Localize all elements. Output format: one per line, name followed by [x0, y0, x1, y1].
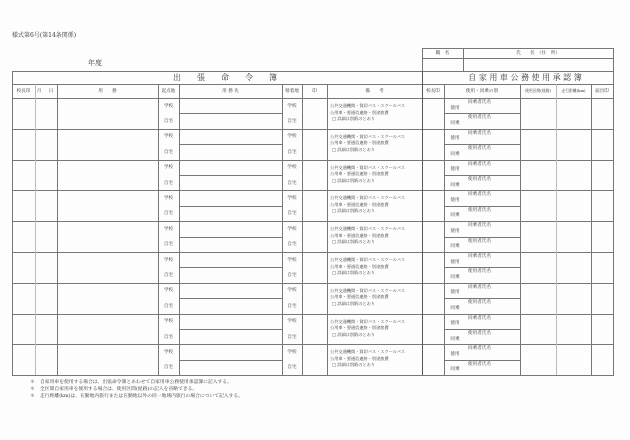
user-name-label: 使用者氏名 [468, 177, 491, 182]
origin-school: 学校 [163, 319, 174, 325]
header-section: 使用区間(経路) [525, 88, 551, 93]
return-school: 学校 [287, 134, 297, 140]
seal-field[interactable] [302, 314, 327, 345]
business-field[interactable] [57, 314, 158, 345]
principal-seal-field[interactable] [12, 190, 35, 221]
header-origin: 起点地 [161, 89, 176, 94]
business-trip-order-title: 出 張 命 令 簿 [173, 73, 277, 82]
remarks-line: 公共交通機関・貸切バス・スクールバス [330, 318, 405, 324]
header-day: 日 [48, 89, 54, 94]
origin-school: 学校 [163, 288, 174, 294]
private-car-approval-title: 自 家 用 車 公 務 使 用 承 認 簿 [468, 73, 582, 82]
business-field[interactable] [57, 190, 158, 221]
principal-seal-field-2[interactable] [422, 190, 444, 221]
note-2: ＊ 全区間自家用車を使用する場合は、使用区間(経路)の記入を省略できる。 [30, 387, 198, 392]
origin-home: 自宅 [163, 119, 174, 125]
report-seal-field[interactable] [591, 252, 613, 283]
seal-field[interactable] [302, 190, 327, 221]
principal-seal-field-2[interactable] [422, 221, 444, 252]
use-label: 使用 [450, 136, 460, 142]
user-name-label: 使用者氏名 [468, 269, 491, 275]
origin-home: 自宅 [163, 303, 174, 309]
return-school: 学校 [287, 196, 297, 202]
job-title-header: 職 名 [435, 51, 450, 56]
return-home: 自宅 [287, 365, 297, 371]
ride-label: 同乗 [450, 121, 460, 127]
section-field[interactable] [520, 221, 556, 252]
origin-home: 自宅 [163, 242, 174, 248]
business-field[interactable] [57, 283, 158, 314]
date-field[interactable] [35, 129, 57, 160]
business-field[interactable] [57, 344, 158, 375]
remarks-line: 公用車・要通信連絡・別途旅費 [330, 171, 389, 177]
business-field[interactable] [57, 252, 158, 283]
user-name-label: 使用者氏名 [468, 207, 491, 213]
use-label: 使用 [450, 321, 460, 327]
date-field[interactable] [35, 221, 57, 252]
principal-seal-field[interactable] [12, 314, 35, 345]
remarks-line[interactable]: □ 詳細は別紙のとおり [332, 177, 375, 183]
remarks-line: 公用車・要通信連絡・別途旅費 [330, 325, 389, 331]
remarks-line: 公共交通機関・貸切バス・スクールバス [330, 349, 405, 355]
user-name-label: 使用者氏名 [468, 361, 491, 367]
distance-field[interactable] [556, 160, 591, 191]
header-business: 用 務 [98, 89, 117, 94]
use-label: 使用 [450, 228, 460, 234]
header-destination: 用 務 先 [222, 89, 239, 94]
origin-school: 学校 [163, 196, 174, 202]
return-home: 自宅 [287, 211, 297, 217]
principal-seal-field-2[interactable] [422, 283, 444, 314]
origin-school: 学校 [163, 165, 174, 171]
seal-field[interactable] [302, 129, 327, 160]
destination-field-2[interactable] [179, 267, 282, 282]
remarks-line[interactable]: □ 詳細は別紙のとおり [332, 270, 375, 275]
destination-field-1[interactable] [179, 190, 282, 205]
user-name-label: 使用者氏名 [468, 146, 491, 152]
date-field[interactable] [35, 252, 57, 283]
origin-home: 自宅 [163, 211, 174, 217]
remarks-line: 公共交通機関・貸切バス・スクールバス [330, 103, 405, 108]
report-seal-field[interactable] [591, 98, 613, 129]
origin-home: 自宅 [163, 365, 174, 371]
header-remarks: 備 考 [365, 89, 384, 94]
distance-field[interactable] [556, 252, 591, 283]
origin-home: 自宅 [163, 334, 174, 340]
return-home: 自宅 [287, 242, 297, 248]
return-school: 学校 [287, 288, 297, 294]
use-label: 使用 [450, 290, 460, 296]
grid-line [327, 84, 328, 375]
principal-seal-field-2[interactable] [422, 129, 444, 160]
report-seal-field[interactable] [591, 129, 613, 160]
remarks-line: 公用車・要通信連絡・別途旅費 [330, 355, 389, 361]
passenger-name-label: 同乗者氏名 [468, 161, 491, 167]
destination-field-1[interactable] [179, 283, 282, 298]
ride-label: 同乗 [450, 305, 460, 311]
header-distance: 走行距離(km) [561, 88, 586, 93]
section-field[interactable] [520, 314, 556, 345]
date-field[interactable] [35, 344, 57, 375]
remarks-line[interactable]: □ 詳細は別紙のとおり [332, 331, 375, 337]
use-label: 使用 [450, 198, 460, 204]
header-principal-seal: 校長印 [16, 89, 31, 94]
fiscal-year-label: 年度 [88, 59, 102, 67]
remarks-line: 公共交通機関・貸切バス・スクールバス [330, 133, 405, 139]
passenger-name-label: 同乗者氏名 [468, 223, 491, 229]
notes [30, 379, 243, 400]
section-field[interactable] [520, 283, 556, 314]
return-home: 自宅 [287, 149, 297, 155]
principal-seal-field-2[interactable] [422, 160, 444, 191]
origin-school: 学校 [163, 350, 174, 356]
use-label: 使用 [450, 105, 460, 111]
principal-seal-field[interactable] [12, 129, 35, 160]
job-title-field[interactable] [423, 59, 462, 70]
header-seal: 印 [312, 89, 317, 94]
distance-field[interactable] [556, 190, 591, 221]
remarks-cell [330, 134, 422, 159]
return-home: 自宅 [287, 303, 297, 309]
destination-field-1[interactable] [179, 252, 282, 267]
destination-field-1[interactable] [179, 160, 282, 175]
destination-field-2[interactable] [179, 360, 282, 375]
origin-home: 自宅 [163, 149, 174, 155]
ride-label: 同乗 [450, 244, 460, 250]
business-field[interactable] [57, 98, 158, 129]
remarks-line: 公共交通機関・貸切バス・スクールバス [330, 164, 405, 170]
return-home: 自宅 [287, 119, 297, 125]
origin-school: 学校 [163, 226, 174, 232]
remarks-line: 公用車・要通信連絡・別途旅費 [330, 140, 389, 146]
principal-seal-field-2[interactable] [422, 344, 444, 375]
remarks-cell [330, 165, 422, 190]
remarks-line: 公共交通機関・貸切バス・スクールバス [330, 287, 405, 293]
remarks-line[interactable]: □ 詳細は別紙のとおり [332, 208, 375, 214]
grid-line [613, 71, 614, 376]
report-seal-field[interactable] [591, 190, 613, 221]
remarks-line: 公用車・要通信連絡・別途旅費 [330, 109, 389, 115]
remarks-line[interactable]: □ 詳細は別紙のとおり [332, 146, 375, 152]
return-home: 自宅 [287, 334, 297, 340]
return-home: 自宅 [287, 180, 297, 186]
remarks-cell [330, 226, 422, 251]
origin-home: 自宅 [163, 273, 174, 279]
seal-field[interactable] [302, 283, 327, 314]
return-school: 学校 [287, 103, 297, 109]
ride-label: 同乗 [450, 367, 460, 373]
remarks-line: 公用車・要通信連絡・別途旅費 [330, 263, 389, 269]
user-name-label: 使用者氏名 [468, 238, 491, 244]
remarks-cell [330, 288, 422, 313]
destination-field-1[interactable] [179, 129, 282, 144]
passenger-name-label: 同乗者氏名 [468, 284, 491, 290]
note-3: ＊ 走行距離(km)は、在勤地内旅行または在勤地以外の同一地域内旅行の場合について記入する。 [30, 394, 243, 399]
report-seal-field[interactable] [591, 314, 613, 345]
remarks-cell [330, 349, 422, 374]
destination-field-1[interactable] [179, 98, 282, 113]
report-seal-field[interactable] [591, 160, 613, 191]
ride-label: 同乗 [450, 182, 460, 188]
use-label: 使用 [450, 259, 460, 265]
remarks-line[interactable]: □ 詳細は別紙のとおり [332, 239, 375, 245]
report-seal-field[interactable] [591, 221, 613, 252]
principal-seal-field-2[interactable] [422, 98, 444, 129]
use-label: 使用 [450, 352, 460, 358]
header-return: 帰着地 [285, 89, 299, 94]
ride-label: 同乗 [450, 213, 460, 219]
return-school: 学校 [287, 257, 297, 263]
ride-label: 同乗 [450, 275, 460, 281]
ride-label: 同乗 [450, 151, 460, 157]
remarks-cell [330, 257, 422, 282]
principal-seal-field[interactable] [12, 221, 35, 252]
section-field[interactable] [520, 129, 556, 160]
distance-field[interactable] [556, 221, 591, 252]
user-name-label: 使用者氏名 [468, 115, 491, 121]
report-seal-field[interactable] [591, 283, 613, 314]
distance-field[interactable] [556, 98, 591, 129]
business-field[interactable] [57, 129, 158, 160]
seal-field[interactable] [302, 221, 327, 252]
header-month: 月 [36, 89, 42, 94]
note-1: ＊ 自家用車を使用する場合は、出張命令簿とあわせて自家用車公務使用承認簿に記入する。 [30, 380, 232, 385]
destination-field-2[interactable] [179, 237, 282, 252]
distance-field[interactable] [556, 314, 591, 345]
header-principal-seal-2: 校長印 [426, 89, 440, 94]
distance-field[interactable] [556, 283, 591, 314]
destination-field-1[interactable] [179, 314, 282, 329]
ride-label: 同乗 [450, 336, 460, 342]
return-home: 自宅 [287, 273, 297, 279]
principal-seal-field[interactable] [12, 344, 35, 375]
return-school: 学校 [287, 319, 297, 325]
destination-field-2[interactable] [179, 144, 282, 159]
passenger-name-label: 同乗者氏名 [468, 192, 491, 198]
principal-seal-field-2[interactable] [422, 252, 444, 283]
remarks-line: 公共交通機関・貸切バス・スクールバス [330, 257, 405, 262]
origin-school: 学校 [163, 103, 174, 109]
business-field[interactable] [57, 221, 158, 252]
remarks-line: 公用車・要通信連絡・別途旅費 [330, 232, 389, 238]
return-school: 学校 [287, 350, 297, 356]
passenger-name-label: 同乗者氏名 [468, 100, 491, 105]
date-field[interactable] [35, 98, 57, 129]
header-use-type: 使用・同乗の別 [465, 89, 499, 94]
section-field[interactable] [520, 344, 556, 375]
origin-school: 学校 [163, 257, 174, 263]
report-seal-field[interactable] [591, 344, 613, 375]
remarks-line: 公共交通機関・貸切バス・スクールバス [330, 195, 405, 201]
destination-field-2[interactable] [179, 206, 282, 221]
section-field[interactable] [520, 190, 556, 221]
seal-field[interactable] [302, 252, 327, 283]
section-field[interactable] [520, 160, 556, 191]
principal-seal-field[interactable] [12, 98, 35, 129]
date-field[interactable] [35, 283, 57, 314]
name-address-field[interactable] [464, 59, 612, 70]
distance-field[interactable] [556, 344, 591, 375]
remarks-line[interactable]: □ 詳細は別紙のとおり [332, 116, 375, 121]
return-school: 学校 [287, 165, 297, 171]
remarks-line[interactable]: □ 詳細は別紙のとおり [332, 362, 375, 368]
form-number: 様式第6号(第14条関係) [12, 32, 77, 39]
date-field[interactable] [35, 160, 57, 191]
distance-field[interactable] [556, 129, 591, 160]
section-field[interactable] [520, 98, 556, 129]
passenger-name-label: 同乗者氏名 [468, 315, 491, 321]
principal-seal-field-2[interactable] [422, 314, 444, 345]
origin-home: 自宅 [163, 180, 174, 186]
use-label: 使用 [450, 167, 460, 173]
principal-seal-field[interactable] [12, 252, 35, 283]
seal-field[interactable] [302, 344, 327, 375]
user-name-label: 使用者氏名 [468, 331, 491, 336]
destination-field-1[interactable] [179, 221, 282, 236]
return-school: 学校 [287, 226, 297, 232]
remarks-line[interactable]: □ 詳細は別紙のとおり [332, 300, 375, 306]
seal-field[interactable] [302, 160, 327, 191]
remarks-line: 公用車・要通信連絡・別途旅費 [330, 201, 389, 207]
header-report-seal: 届出印 [595, 89, 609, 94]
remarks-line: 公共交通機関・貸切バス・スクールバス [330, 226, 405, 232]
user-name-label: 使用者氏名 [468, 300, 491, 306]
destination-field-2[interactable] [179, 298, 282, 313]
destination-field-1[interactable] [179, 344, 282, 359]
destination-field-2[interactable] [179, 113, 282, 128]
passenger-name-label: 同乗者氏名 [468, 254, 491, 259]
principal-seal-field[interactable] [12, 160, 35, 191]
section-field[interactable] [520, 252, 556, 283]
seal-field[interactable] [302, 98, 327, 129]
principal-seal-field[interactable] [12, 283, 35, 314]
remarks-cell [330, 103, 422, 128]
remarks-line: 公用車・要通信連絡・別途旅費 [330, 294, 389, 300]
destination-field-2[interactable] [179, 175, 282, 190]
remarks-cell [330, 195, 422, 220]
origin-school: 学校 [163, 134, 174, 140]
passenger-name-label: 同乗者氏名 [468, 130, 491, 136]
passenger-name-label: 同乗者氏名 [468, 346, 491, 352]
date-field[interactable] [35, 190, 57, 221]
destination-field-2[interactable] [179, 329, 282, 344]
business-field[interactable] [57, 160, 158, 191]
name-address-header: 氏 名 （住 所） [516, 51, 560, 56]
date-field[interactable] [35, 314, 57, 345]
remarks-cell [330, 319, 422, 344]
